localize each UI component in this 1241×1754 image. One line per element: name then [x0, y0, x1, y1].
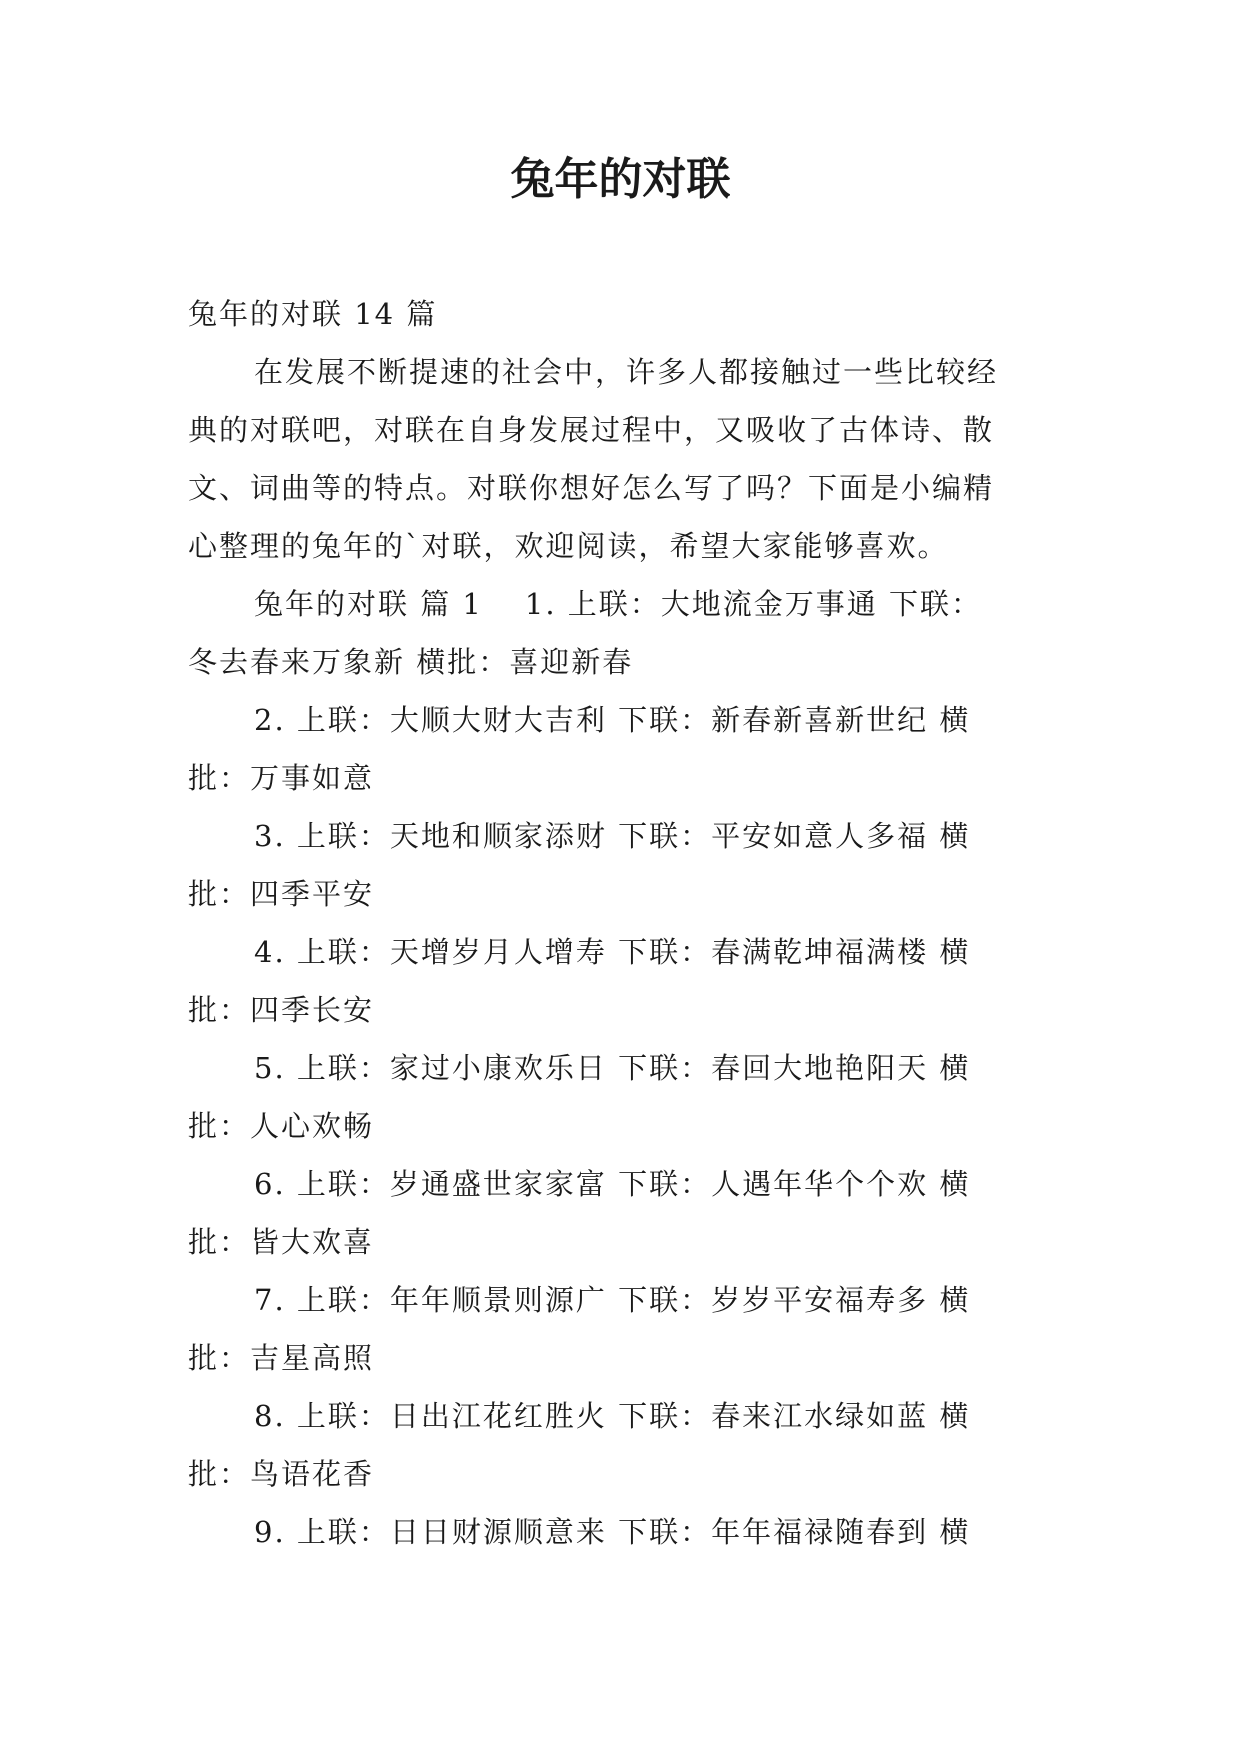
document-body — [188, 285, 1068, 1561]
couplet-line: 4. 上联：天增岁月人增寿 下联：春满乾坤福满楼 横 — [254, 935, 971, 969]
couplet-line: 6. 上联：岁通盛世家家富 下联：人遇年华个个欢 横 — [254, 1167, 971, 1201]
couplet-line: 2. 上联：大顺大财大吉利 下联：新春新喜新世纪 横 — [254, 703, 971, 737]
couplet-item-3 — [188, 807, 1068, 923]
couplet-item-7 — [188, 1271, 1068, 1387]
couplet-item-1 — [188, 575, 1068, 691]
couplet-line: 5. 上联：家过小康欢乐日 下联：春回大地艳阳天 横 — [254, 1051, 971, 1085]
intro-line: 典的对联吧，对联在自身发展过程中，又吸收了古体诗、散 — [188, 413, 995, 447]
intro-line: 在发展不断提速的社会中，许多人都接触过一些比较经 — [254, 355, 999, 389]
couplet-line — [188, 575, 1068, 633]
couplet-item-8 — [188, 1387, 1068, 1503]
couplet-item-4 — [188, 923, 1068, 1039]
couplet-line: 批：四季长安 — [188, 993, 375, 1027]
couplet-item-9 — [188, 1503, 1068, 1561]
couplet-line: 9. 上联：日日财源顺意来 下联：年年福禄随春到 横 — [254, 1515, 971, 1549]
section-label: 兔年的对联 篇 1 — [254, 587, 483, 621]
couplet-item-2 — [188, 691, 1068, 807]
couplet-line: 7. 上联：年年顺景则源广 下联：岁岁平安福寿多 横 — [254, 1283, 971, 1317]
couplet-first-part: 1. 上联：大地流金万事通 下联： — [524, 587, 982, 621]
couplet-item-6 — [188, 1155, 1068, 1271]
couplet-line: 冬去春来万象新 横批：喜迎新春 — [188, 645, 634, 679]
document-title: 兔年的对联 — [510, 154, 731, 205]
intro-line: 文、词曲等的特点。对联你想好怎么写了吗？下面是小编精 — [188, 471, 995, 505]
couplet-line: 批：鸟语花香 — [188, 1457, 375, 1491]
couplet-line: 3. 上联：天地和顺家添财 下联：平安如意人多福 横 — [254, 819, 971, 853]
couplet-item-5 — [188, 1039, 1068, 1155]
couplet-line: 批：四季平安 — [188, 877, 375, 911]
couplet-line: 批：吉星高照 — [188, 1341, 375, 1375]
couplet-line: 批：皆大欢喜 — [188, 1225, 375, 1259]
couplet-line: 批：万事如意 — [188, 761, 375, 795]
intro-line: 心整理的兔年的`对联，欢迎阅读，希望大家能够喜欢。 — [188, 529, 949, 563]
intro-paragraph — [188, 343, 1068, 575]
couplet-line: 8. 上联：日出江花红胜火 下联：春来江水绿如蓝 横 — [254, 1399, 971, 1433]
subtitle-line: 兔年的对联 14 篇 — [188, 297, 438, 331]
couplet-line: 批：人心欢畅 — [188, 1109, 375, 1143]
